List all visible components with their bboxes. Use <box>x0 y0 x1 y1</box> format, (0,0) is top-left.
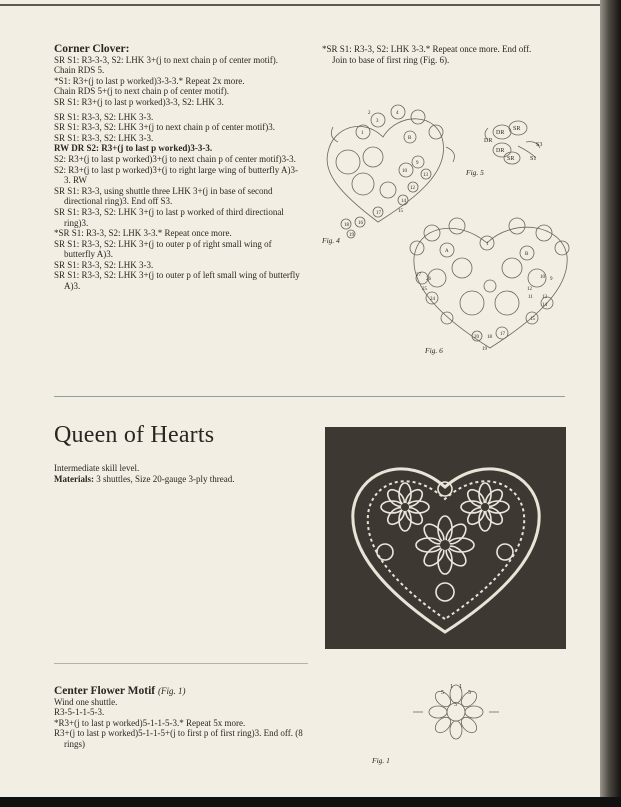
instruction-line: SR S1: R3-3, S2: LHK 3+(j to next chain p of center motif)3. <box>54 122 276 133</box>
figure-reference: (Fig. 1) <box>158 686 186 696</box>
materials-line <box>54 474 309 485</box>
fig6-caption: Fig. 6 <box>425 346 443 355</box>
fig6-label: 18 <box>487 335 492 340</box>
instruction-line: SR S1: R3-3, S2: LHK 3+(j to outer p of left small wing of butterfly A)3. <box>54 270 300 292</box>
instruction-line: SR S1: R3-3, S2: LHK 3-3. <box>54 259 154 270</box>
instruction-line: Join to base of first ring (Fig. 6). <box>332 54 450 65</box>
fig6-label: A <box>445 249 449 254</box>
fig4-label: 18 <box>344 223 349 228</box>
fig6-label: 11 <box>528 295 533 300</box>
center-flower-heading <box>54 686 314 697</box>
lace-heart-image <box>325 427 566 649</box>
instruction-line: Wind one shuttle. <box>54 696 118 707</box>
fig5-label: SR <box>513 126 521 132</box>
fig5-diagram <box>478 112 548 172</box>
instruction-line: SR S1: R3+(j to last p worked)3-3, S2: LHK 3. <box>54 96 224 107</box>
instruction-line: SR S1: R3-3, S2: LHK 3-3. <box>54 111 154 122</box>
fig1-label: 5 <box>441 690 444 696</box>
fig6-label: 19 <box>482 347 487 352</box>
materials-label: Materials: <box>54 473 94 484</box>
fig1-label: 1 <box>459 684 462 690</box>
fig4-label: 4 <box>396 111 399 116</box>
section-rule <box>54 663 308 664</box>
fig5-label: DR <box>496 148 505 154</box>
instruction-line: *SR S1: R3-3, S2: LHK 3-3.* Repeat once more. <box>54 228 232 239</box>
instruction-line: S2: R3+(j to last p worked)3+(j to right large wing of butterfly A)3-3. RW <box>54 164 298 186</box>
center-flower-title: Center Flower Motif <box>54 685 156 697</box>
fig1-caption: Fig. 1 <box>372 756 390 765</box>
instruction-line: SR S1: R3-3-3, S2: LHK 3+(j to next chain p of center motif). <box>54 54 279 65</box>
fig6-label: 17 <box>500 332 505 337</box>
fig6-label: 14 <box>542 303 547 308</box>
fig6-label: 20 <box>474 335 479 340</box>
materials-text: 3 shuttles, Size 20-gauge 3-ply thread. <box>96 473 235 484</box>
fig6-label: 10 <box>540 275 545 280</box>
fig4-label: B <box>408 136 412 141</box>
fig4-label: 16 <box>358 221 363 226</box>
fig6-label: 1 <box>486 242 489 247</box>
instruction-line: SR S1: R3-3, S2: LHK 3+(j to last p worked of third directional ring)3. <box>54 206 284 228</box>
fig6-label: 24 <box>430 297 435 302</box>
fig6-label: 26 <box>426 277 431 282</box>
fig4-label: 1 <box>361 131 364 136</box>
fig5-label: SR <box>507 156 515 162</box>
instruction-line: R3-5-1-1-5-3. <box>54 707 105 718</box>
fig4-label: 12 <box>410 186 415 191</box>
corner-clover-section <box>54 44 304 292</box>
bottom-scan-edge <box>0 797 621 807</box>
fig5-caption: Fig. 5 <box>466 168 484 177</box>
instruction-line: Chain RDS 5. <box>54 65 105 76</box>
fig6-label: 27 <box>416 273 421 278</box>
instruction-line: *S1: R3+(j to last p worked)3-3-3.* Repeat 2x more. <box>54 75 245 86</box>
fig4-label: 14 <box>401 199 406 204</box>
fig1-label: 1 <box>450 684 453 690</box>
fig1-diagram <box>408 678 504 762</box>
skill-level: Intermediate skill level. <box>54 463 140 473</box>
instruction-line: *R3+(j to last p worked)5-1-1-5-3.* Repeat 5x more. <box>54 717 246 728</box>
instruction-line: SR S1: R3-3, S2: LHK 3-3. <box>54 132 154 143</box>
fig6-label: 15 <box>530 317 535 322</box>
fig4-label: 2 <box>368 111 371 116</box>
fig4-label: 19 <box>349 233 354 238</box>
fig5-label: S3 <box>536 142 543 148</box>
lace-heart-photo <box>325 427 566 649</box>
fig6-label: 12 <box>527 287 532 292</box>
instruction-line: SR S1: R3-3, S2: LHK 3+(j to outer p of right small wing of butterfly A)3. <box>54 238 272 260</box>
fig4-caption: Fig. 4 <box>322 236 340 245</box>
fig6-label: 13 <box>542 295 547 300</box>
top-rule <box>0 4 600 6</box>
fig1-label: 5 <box>468 690 471 696</box>
fig4-label: 9 <box>416 161 419 166</box>
fig4-label: 17 <box>376 211 381 216</box>
book-spine-shadow <box>600 0 621 807</box>
fig5-label: DR <box>484 138 493 144</box>
fig4-label: 10 <box>402 169 407 174</box>
fig6-label: 25 <box>422 287 427 292</box>
right-column-text <box>322 44 572 65</box>
fig5-label: S1 <box>530 156 537 162</box>
instruction-line: S2: R3+(j to last p worked)3+(j to next chain p of center motif)3-3. <box>54 153 296 164</box>
instruction-line: Chain RDS 5+(j to next chain p of center motif). <box>54 86 230 97</box>
pattern-intro <box>54 463 309 484</box>
corner-clover-heading: Corner Clover: <box>54 43 130 55</box>
section-divider <box>54 396 565 397</box>
fig4-label: 13 <box>423 173 428 178</box>
fig1-label: 3 <box>454 702 457 708</box>
pattern-title: Queen of Hearts <box>54 422 215 448</box>
fig5-label: DR <box>496 130 505 136</box>
instruction-line: SR S1: R3-3, using shuttle three LHK 3+(j in base of second directional ring)3. End off S3. <box>54 185 273 207</box>
fig4-label: 15 <box>398 209 403 214</box>
instruction-line: RW DR S2: R3+(j to last p worked)3-3-3. <box>54 143 213 154</box>
fig6-label: B <box>525 252 529 257</box>
center-flower-section <box>54 686 314 750</box>
fig6-diagram <box>402 208 578 358</box>
fig4-label: 3 <box>376 119 379 124</box>
fig6-label: 9 <box>550 277 553 282</box>
instruction-line: *SR S1: R3-3, S2: LHK 3-3.* Repeat once more. End off. <box>322 44 532 54</box>
instruction-line: R3+(j to last p worked)5-1-1-5+(j to first p of first ring)3. End off. (8 rings) <box>54 728 303 749</box>
